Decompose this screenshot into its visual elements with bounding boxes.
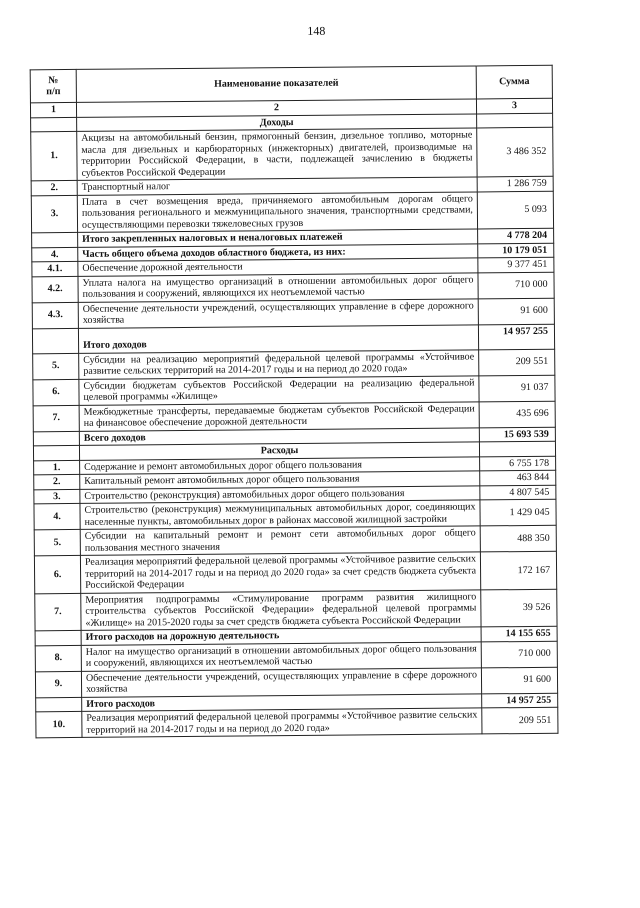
row-value: 435 696 xyxy=(479,401,555,428)
row-number: 5. xyxy=(34,529,80,555)
row-value: 1 286 759 xyxy=(477,176,553,191)
total-fixed-value: 4 778 204 xyxy=(478,228,554,243)
row-label: Налог на имущество организаций в отношении автомобильных дорог общего пользования и сооружений, являющихся их неотъемлемой частью xyxy=(81,641,481,670)
row-number: 1. xyxy=(31,131,77,180)
row-label: Уплата налога на имущество организаций в отношении автомобильных дорог общего пользования и сооружений, являющихся их неотъемлемой частью xyxy=(78,272,478,301)
header-sum: Сумма xyxy=(476,65,552,99)
row-label: Обеспечение деятельности учреждений, осуществляющих управление в сфере дорожного хозяйства xyxy=(78,298,478,327)
row-label: Реализация мероприятий федеральной целевой программы «Устойчивое развитие сельских территорий на 2014-2017 годы и на период до 2020 года» xyxy=(82,708,482,737)
road-total-label: Итого расходов на дорожную деятельность xyxy=(81,627,481,645)
row-label: Транспортный налог xyxy=(77,177,477,195)
row-label: Обеспечение дорожной деятельности xyxy=(78,258,478,276)
row-number: 3. xyxy=(34,489,80,504)
row-value: 91 600 xyxy=(478,298,554,325)
total-fixed-label: Итого закрепленных налоговых и неналоговых платежей xyxy=(78,229,478,247)
row-value: 710 000 xyxy=(478,272,554,299)
road-total-value: 14 155 655 xyxy=(481,626,557,641)
income-row xyxy=(31,191,553,233)
income-total-value: 14 957 255 xyxy=(478,324,554,350)
row-value: 91 037 xyxy=(479,375,555,402)
row-label: Капитальный ремонт автомобильных дорог общего пользования xyxy=(80,471,480,489)
row-number: 1. xyxy=(34,460,80,475)
page-number: 148 xyxy=(307,23,326,38)
row-value: 710 000 xyxy=(481,641,557,668)
row-number: 2. xyxy=(34,474,80,489)
row-value: 5 093 xyxy=(477,191,553,229)
row-value: 209 551 xyxy=(482,707,558,734)
row-value: 9 377 451 xyxy=(478,257,554,272)
expense-total-label: Итого расходов xyxy=(82,693,482,711)
row-label: Строительство (реконструкция) автомобильных дорог общего пользования xyxy=(80,485,480,503)
row-value: 4 807 545 xyxy=(480,485,556,500)
row-number: 4.3. xyxy=(32,302,78,328)
row-number: 7. xyxy=(35,593,81,631)
row-number: 5. xyxy=(33,353,79,379)
part-value: 10 179 051 xyxy=(478,243,554,258)
row-value: 91 600 xyxy=(481,667,557,694)
row-label: Субсидии на реализацию мероприятий федеральной целевой программы «Устойчивое развитие сельских территорий на 2014-2017 годы и на период до 2020 года» xyxy=(79,349,479,378)
header-name: Наименование показателей xyxy=(76,66,476,102)
row-label: Мероприятия подпрограммы «Стимулирование программ развития жилищного строительства субъектов Российской Федерации» федеральной целевой программы «Жилище» на 2015-2020 годы за счет средств бюджета субъекта Российской Федерации xyxy=(81,589,481,630)
row-label: Содержание и ремонт автомобильных дорог общего пользования xyxy=(80,456,480,474)
row-number: 10. xyxy=(36,711,82,737)
row-value: 463 844 xyxy=(480,470,556,485)
row-number: 6. xyxy=(34,555,80,593)
column-number: 3 xyxy=(476,98,552,113)
row-label: Строительство (реконструкция) межмуниципальных автомобильных дорог, соединяющих населенные пункты, автомобильных дорог в районах массовой жилищной застройки xyxy=(80,500,480,529)
budget-table xyxy=(30,65,559,739)
column-number: 2 xyxy=(76,99,476,117)
expense-rows-3 xyxy=(36,707,558,738)
grand-total-label: Всего доходов xyxy=(79,427,479,445)
income-rows xyxy=(31,127,554,233)
section-income-title: Доходы xyxy=(77,113,477,131)
row-number: 9. xyxy=(35,671,81,697)
expense-rows xyxy=(34,456,557,631)
row-number: 7. xyxy=(33,405,79,431)
row-number: 4.2. xyxy=(32,276,78,302)
row-label: Субсидии на капитальный ремонт и ремонт сети автомобильных дорог общего пользования местного значения xyxy=(80,526,480,555)
row-value: 3 486 352 xyxy=(477,127,553,177)
row-label: Обеспечение деятельности учреждений, осуществляющих управление в сфере дорожного хозяйства xyxy=(81,667,481,696)
expense-row xyxy=(35,589,557,631)
row-number: 6. xyxy=(33,379,79,405)
row-label: Реализация мероприятий федеральной целевой программы «Устойчивое развитие сельских территорий на 2014-2017 годы и на период до 2020 года» за счет средств бюджета субъекта Российской Федерации xyxy=(80,552,480,593)
row-value: 6 755 178 xyxy=(480,456,556,471)
part-label: Часть общего объема доходов областного бюджета, из них: xyxy=(78,243,478,261)
income-sub-rows xyxy=(32,257,555,328)
row-label: Акцизы на автомобильный бензин, прямогонный бензин, дизельное топливо, моторные масла для дизельных и карбюраторных (инжекторных) двигателей, производимые на территории Российской Федерации, в части, подлежащей зачислению в бюджеты субъектов Российской Федерации xyxy=(77,128,477,180)
expense-row xyxy=(36,707,558,738)
row-label: Межбюджетные трансферты, передаваемые бюджетам субъектов Российской Федерации на финансовое обеспечение дорожной деятельности xyxy=(79,401,479,430)
income-row xyxy=(31,127,553,181)
row-value: 209 551 xyxy=(479,349,555,376)
row-label: Субсидии бюджетам субъектов Российской Федерации на реализацию федеральной целевой программы «Жилище» xyxy=(79,375,479,404)
row-label: Плата в счет возмещения вреда, причиняемого автомобильным дорогам общего пользования регионального и межмуниципального значения, транспортными средствами, осуществляющими перевозки тяжеловесных грузов xyxy=(77,191,477,232)
row-value: 39 526 xyxy=(481,589,557,627)
row-value: 488 350 xyxy=(480,525,556,552)
row-value: 172 167 xyxy=(480,551,556,589)
expense-rows-2 xyxy=(35,641,557,698)
column-number: 1 xyxy=(30,102,76,117)
table-header-row xyxy=(30,65,552,103)
row-number: 3. xyxy=(31,195,77,233)
row-number: 2. xyxy=(31,180,77,195)
income-total-label: Итого доходов xyxy=(78,324,478,352)
expense-row xyxy=(34,551,556,593)
income-subsidy-rows xyxy=(33,349,556,432)
grand-total-value: 15 693 539 xyxy=(479,427,555,442)
row-number: 8. xyxy=(35,645,81,671)
expense-total-value: 14 957 255 xyxy=(482,693,558,708)
section-expenses-title: Расходы xyxy=(79,442,479,460)
part-num: 4. xyxy=(32,247,78,262)
row-value: 1 429 045 xyxy=(480,499,556,526)
header-num: № п/п xyxy=(30,69,76,102)
row-number: 4.1. xyxy=(32,261,78,276)
row-number: 4. xyxy=(34,503,80,529)
